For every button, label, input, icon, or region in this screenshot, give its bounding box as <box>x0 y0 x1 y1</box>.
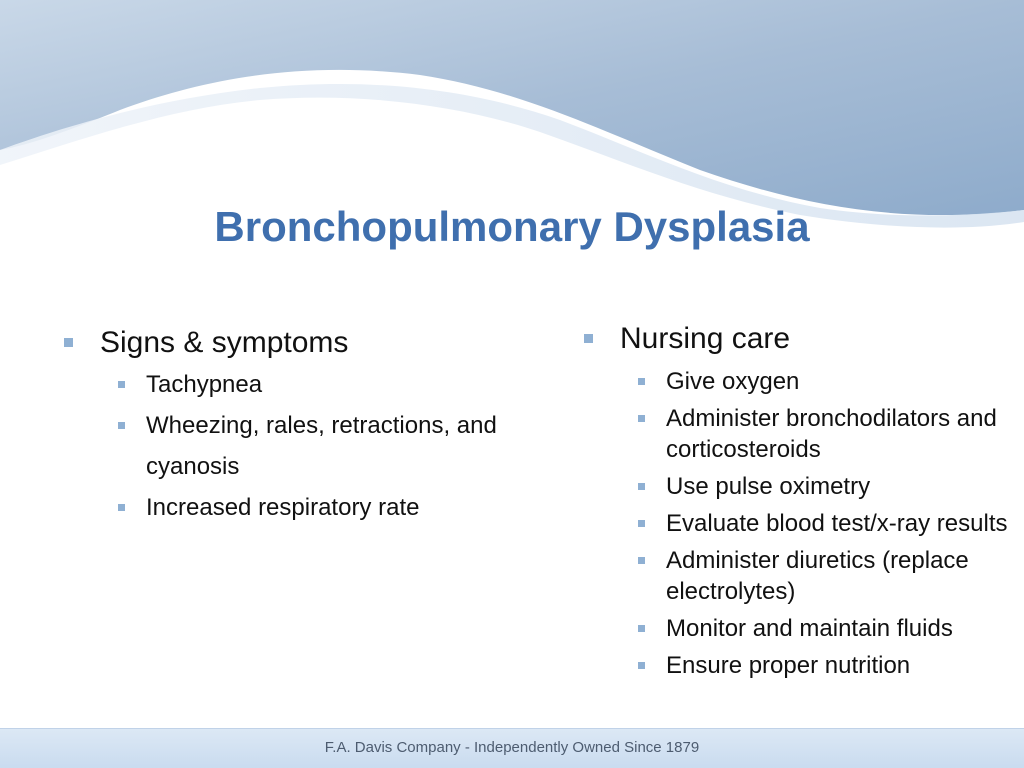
list-item <box>620 650 1019 681</box>
list-item <box>100 487 524 528</box>
nursing-care-list <box>620 366 1019 681</box>
list-item-text: Administer diuretics (replace electrolytes) <box>666 547 969 605</box>
nursing-care-label: Nursing care <box>620 322 791 355</box>
nursing-care-heading <box>584 318 1019 681</box>
footer-text: F.A. Davis Company - Independently Owned Since 1879 <box>324 739 700 756</box>
square-bullet-icon <box>118 504 125 511</box>
square-bullet-icon <box>638 557 645 564</box>
list-item <box>620 403 1019 465</box>
square-bullet-icon <box>64 338 73 347</box>
square-bullet-icon <box>638 520 645 527</box>
list-item-text: Evaluate blood test/x-ray results <box>666 510 1008 537</box>
list-item <box>100 364 524 405</box>
square-bullet-icon <box>638 625 645 632</box>
slide-title: Bronchopulmonary Dysplasia <box>214 203 810 250</box>
list-item-text: Tachypnea <box>146 371 263 398</box>
square-bullet-icon <box>118 381 125 388</box>
list-item <box>620 366 1019 397</box>
footer-bar <box>0 728 1024 768</box>
nursing-care-column <box>584 318 1019 681</box>
list-item <box>620 545 1019 607</box>
signs-symptoms-label: Signs & symptoms <box>100 326 349 359</box>
signs-symptoms-list <box>100 364 524 528</box>
list-item-text: Give oxygen <box>666 368 800 395</box>
square-bullet-icon <box>638 662 645 669</box>
square-bullet-icon <box>638 483 645 490</box>
list-item-text: Use pulse oximetry <box>666 473 871 500</box>
list-item-text: Ensure proper nutrition <box>666 652 911 679</box>
list-item <box>620 471 1019 502</box>
list-item-text: Administer bronchodilators and corticosteroids <box>666 405 997 463</box>
signs-symptoms-column <box>64 322 524 528</box>
list-item-text: Wheezing, rales, retractions, and cyanosis <box>146 412 497 480</box>
list-item-text: Monitor and maintain fluids <box>666 615 953 642</box>
list-item <box>620 613 1019 644</box>
signs-symptoms-heading <box>64 322 524 528</box>
square-bullet-icon <box>638 378 645 385</box>
square-bullet-icon <box>638 415 645 422</box>
square-bullet-icon <box>118 422 125 429</box>
list-item-text: Increased respiratory rate <box>146 494 420 521</box>
square-bullet-icon <box>584 334 593 343</box>
list-item <box>100 405 524 487</box>
list-item <box>620 508 1019 539</box>
